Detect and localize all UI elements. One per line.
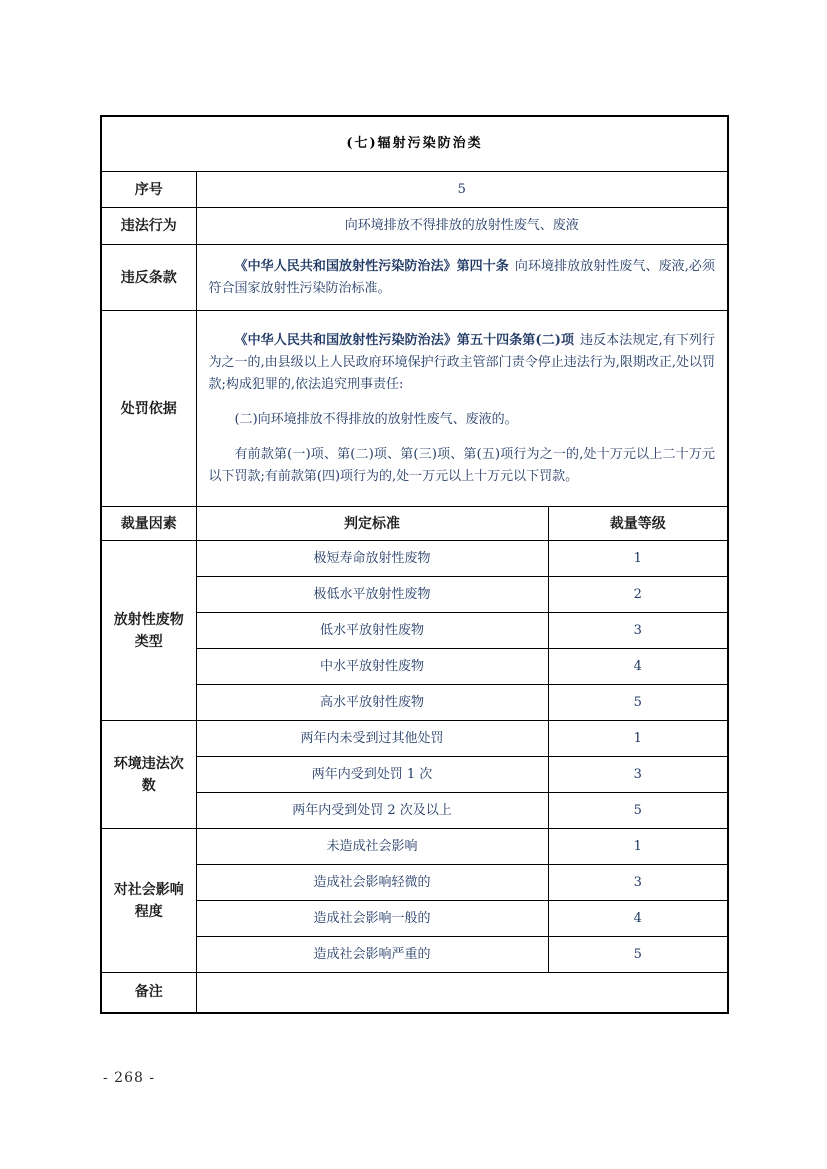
- level-cell: 3: [548, 865, 728, 901]
- level-cell: 5: [548, 793, 728, 829]
- discretion-header-row: [101, 507, 728, 541]
- serial-value: 5: [196, 172, 728, 208]
- factor-cell-social-impact: 对社会影响程度: [101, 829, 196, 973]
- table-row: [101, 541, 728, 577]
- level-cell: 4: [548, 649, 728, 685]
- level-header: 裁量等级: [548, 507, 728, 541]
- table-row: [101, 613, 728, 649]
- title-row: [101, 116, 728, 172]
- standard-cell: 极低水平放射性废物: [196, 577, 548, 613]
- factor-header: 裁量因素: [101, 507, 196, 541]
- law-article-bold: 《中华人民共和国放射性污染防治法》第五十四条第(二)项: [234, 332, 575, 348]
- penalty-paragraph-1: [209, 330, 716, 396]
- illegal-act-value: 向环境排放不得排放的放射性废气、废液: [196, 208, 728, 245]
- remarks-label: 备注: [101, 973, 196, 1013]
- table-row: [101, 937, 728, 973]
- level-cell: 3: [548, 613, 728, 649]
- illegal-act-label: 违法行为: [101, 208, 196, 245]
- standard-cell: 造成社会影响严重的: [196, 937, 548, 973]
- factor-cell-waste-type: 放射性废物类型: [101, 541, 196, 721]
- clause-text: 向环境排放放射性废气、废液,必须符合国家放射性污染防治标准。: [208, 258, 715, 296]
- table-row: [101, 865, 728, 901]
- standard-cell: 低水平放射性废物: [196, 613, 548, 649]
- page-number: - 268 -: [103, 1070, 156, 1086]
- standard-cell: 两年内未受到过其他处罚: [196, 721, 548, 757]
- serial-label: 序号: [101, 172, 196, 208]
- penalty-basis-value: [196, 311, 728, 507]
- remarks-value: [196, 973, 728, 1013]
- serial-row: [101, 172, 728, 208]
- level-cell: 5: [548, 937, 728, 973]
- table-row: [101, 901, 728, 937]
- level-cell: 4: [548, 901, 728, 937]
- standard-cell: 造成社会影响轻微的: [196, 865, 548, 901]
- level-cell: 1: [548, 541, 728, 577]
- level-cell: 2: [548, 577, 728, 613]
- standard-cell: 极短寿命放射性废物: [196, 541, 548, 577]
- standard-cell: 造成社会影响一般的: [196, 901, 548, 937]
- penalty-paragraph-2: (二)向环境排放不得排放的放射性废气、废液的。: [234, 411, 518, 427]
- table-row: [101, 793, 728, 829]
- penalty-paragraph-3: 有前款第(一)项、第(二)项、第(三)项、第(五)项行为之一的,处十万元以上二十万元以下罚款;有前款第(四)项行为的,处一万元以上十万元以下罚款。: [208, 446, 715, 484]
- standard-cell: 两年内受到处罚 2 次及以上: [196, 793, 548, 829]
- table-row: [101, 721, 728, 757]
- standard-cell: 未造成社会影响: [196, 829, 548, 865]
- standard-cell: 两年内受到处罚 1 次: [196, 757, 548, 793]
- standard-cell: 中水平放射性废物: [196, 649, 548, 685]
- penalty-basis-label: 处罚依据: [101, 311, 196, 507]
- violated-clause-value: [196, 245, 728, 311]
- table-row: [101, 685, 728, 721]
- table-row: [101, 649, 728, 685]
- factor-cell-violation-count: 环境违法次数: [101, 721, 196, 829]
- table-row: [101, 577, 728, 613]
- level-cell: 1: [548, 829, 728, 865]
- level-cell: 3: [548, 757, 728, 793]
- table-row: [101, 757, 728, 793]
- penalty-basis-row: [101, 311, 728, 507]
- illegal-act-row: [101, 208, 728, 245]
- penalty-text-1: 违反本法规定,有下列行为之一的,由县级以上人民政府环境保护行政主管部门责令停止违法行为,限期改正,处以罚款;构成犯罪的,依法追究刑事责任:: [208, 332, 715, 392]
- level-cell: 1: [548, 721, 728, 757]
- standard-cell: 高水平放射性废物: [196, 685, 548, 721]
- law-title-bold: 《中华人民共和国放射性污染防治法》第四十条: [234, 258, 509, 274]
- remarks-row: [101, 973, 728, 1013]
- table-title: (七)辐射污染防治类: [101, 116, 728, 172]
- violated-clause-row: [101, 245, 728, 311]
- standard-header: 判定标准: [196, 507, 548, 541]
- table-row: [101, 829, 728, 865]
- regulation-table: [100, 115, 729, 1014]
- clause-paragraph: [209, 256, 716, 300]
- level-cell: 5: [548, 685, 728, 721]
- violated-clause-label: 违反条款: [101, 245, 196, 311]
